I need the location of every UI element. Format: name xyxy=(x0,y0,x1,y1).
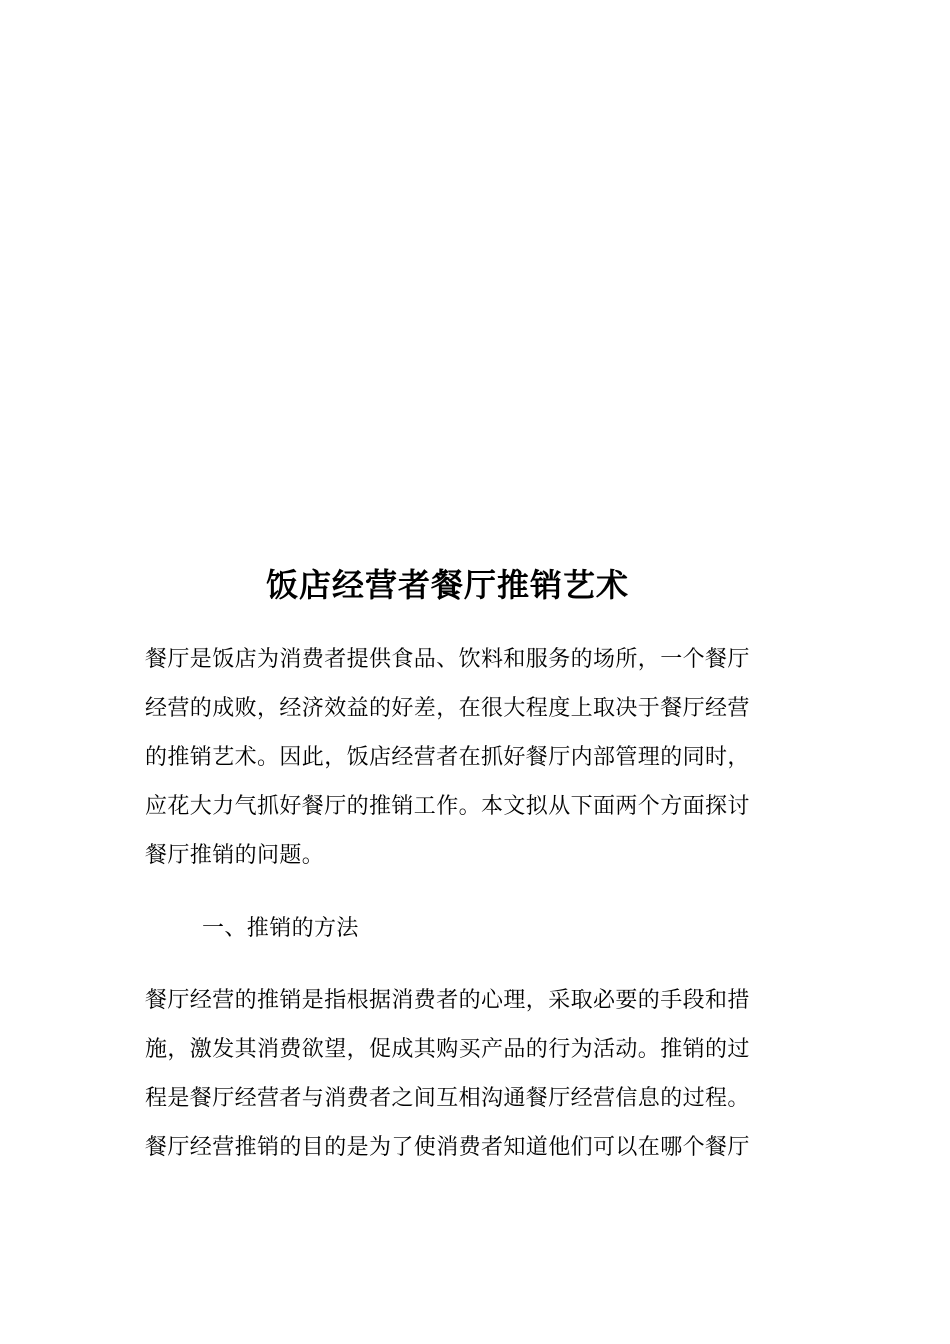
paragraph-line: 程是餐厅经营者与消费者之间互相沟通餐厅经营信息的过程。 xyxy=(145,1086,750,1111)
paragraph-line: 应花大力气抓好餐厅的推销工作。本文拟从下面两个方面探讨 xyxy=(145,794,750,819)
paragraph-line: 施，激发其消费欲望，促成其购买产品的行为活动。推销的过 xyxy=(145,1037,750,1062)
paragraph-line: 餐厅是饭店为消费者提供食品、饮料和服务的场所，一个餐厅 xyxy=(145,647,750,672)
paragraph-line: 餐厅经营推销的目的是为了使消费者知道他们可以在哪个餐厅 xyxy=(145,1135,750,1160)
paragraph-line: 的推销艺术。因此，饭店经营者在抓好餐厅内部管理的同时， xyxy=(145,745,750,770)
body-paragraph xyxy=(145,976,807,1172)
paragraph-line: 经营的成败，经济效益的好差，在很大程度上取决于餐厅经营 xyxy=(145,696,750,721)
section-heading: 一、推销的方法 xyxy=(202,916,359,941)
intro-paragraph xyxy=(145,635,807,880)
document-title: 饭店经营者餐厅推销艺术 xyxy=(265,566,629,604)
paragraph-line: 餐厅经营的推销是指根据消费者的心理，采取必要的手段和措 xyxy=(145,988,750,1013)
paragraph-line: 餐厅推销的问题。 xyxy=(145,843,325,868)
